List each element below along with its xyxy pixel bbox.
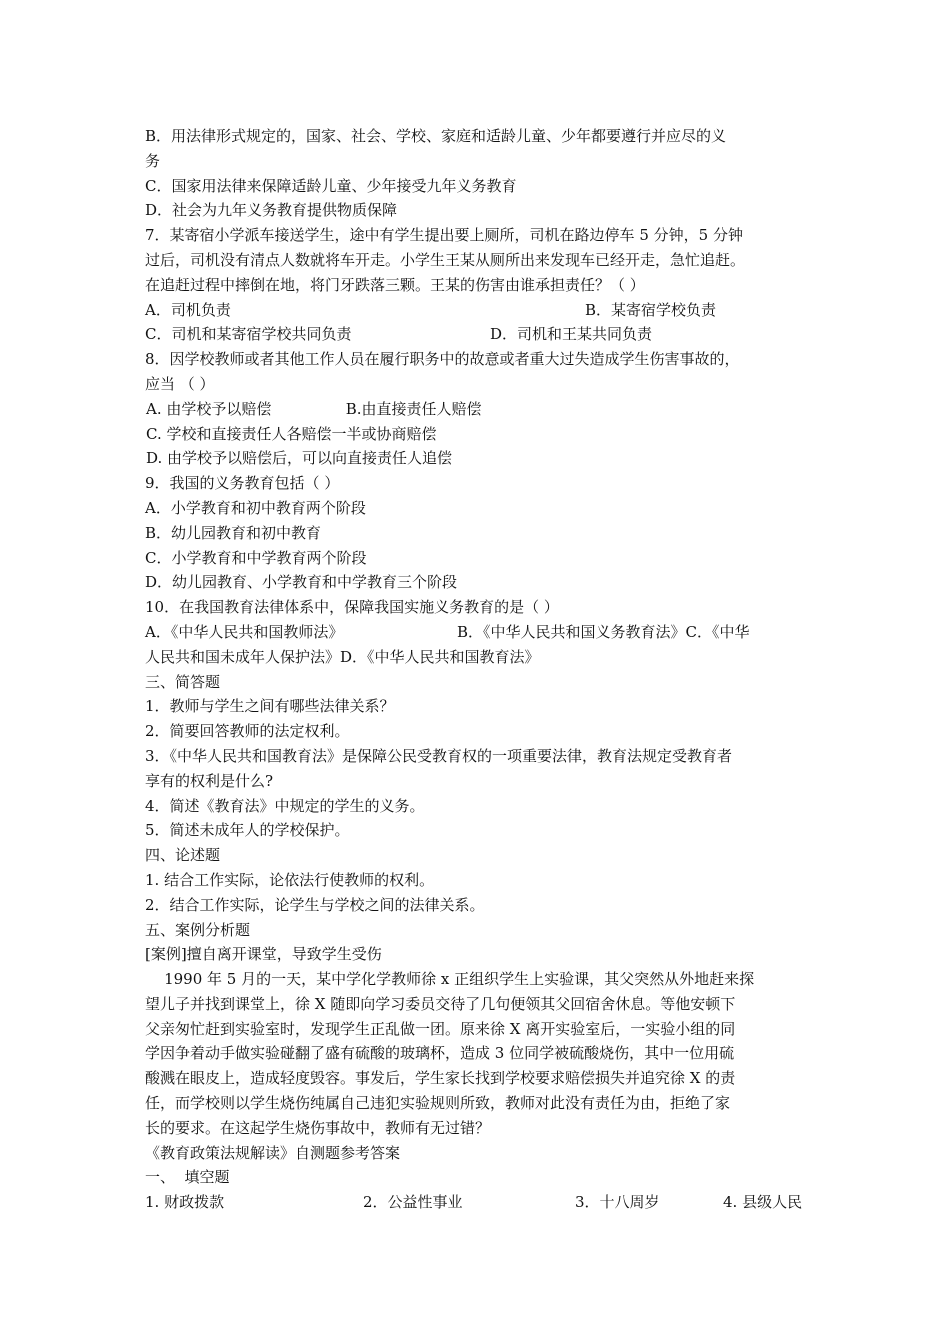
q6-option-d: D．社会为九年义务教育提供物质保障: [145, 201, 398, 220]
section-3-item-3-line1: 3．《中华人民共和国教育法》是保障公民受教育权的一项重要法律，教育法规定受教育者: [145, 746, 733, 765]
q7-stem-line1: 7．某寄宿小学派车接送学生，途中有学生提出要上厕所，司机在路边停车 5 分钟，5 分钟: [145, 226, 743, 245]
q7-options-cd: [145, 322, 810, 347]
q10-option-b: B．《中华人民共和国义务教育法》C．《中华: [457, 622, 750, 641]
q10-stem: 10．在我国教育法律体系中，保障我国实施义务教育的是（ ）: [145, 598, 559, 617]
section-3-item-5: 5．简述未成年人的学校保护。: [145, 821, 350, 840]
answer-1: 1. 财政拨款: [145, 1193, 225, 1212]
case-title: [案例]擅自离开课堂，导致学生受伤: [145, 945, 382, 964]
case-text-line5: 酸溅在眼皮上，造成轻度毁容。事发后，学生家长找到学校要求赔偿损失并追究徐 X 的责: [145, 1069, 736, 1088]
q10-option-a: A．《中华人民共和国教师法》: [145, 622, 344, 641]
q8-options-ab: [145, 397, 810, 422]
section-3-item-3-line2: 享有的权利是什么?: [145, 771, 274, 790]
q6-option-c: C．国家用法律来保障适龄儿童、少年接受九年义务教育: [145, 176, 517, 195]
q7-option-b: B．某寄宿学校负责: [585, 300, 717, 319]
answer-4: 4. 县级人民: [723, 1193, 803, 1212]
section-3-item-4: 4．简述《教育法》中规定的学生的义务。: [145, 796, 425, 815]
q6-option-b-line2: 务: [145, 151, 161, 170]
section-5-heading: 五、案例分析题: [145, 920, 251, 939]
q10-options-line2: 人民共和国未成年人保护法》D．《中华人民共和国教育法》: [145, 647, 540, 666]
section-4-item-1: 1. 结合工作实际，论依法行使教师的权利。: [145, 870, 435, 889]
section-4-heading: 四、论述题: [145, 846, 221, 865]
answers-row: [145, 1190, 810, 1215]
q9-option-d: D．幼儿园教育、小学教育和中学教育三个阶段: [145, 573, 458, 592]
case-text-line4: 学因争着动手做实验碰翻了盛有硫酸的玻璃杯，造成 3 位同学被硫酸烧伤，其中一位用硫: [145, 1044, 735, 1063]
q8-option-d: D. 由学校予以赔偿后，可以向直接责任人追偿: [146, 449, 453, 468]
q7-option-c: C．司机和某寄宿学校共同负责: [145, 325, 352, 344]
document-body: [145, 124, 810, 1215]
answers-title: 《教育政策法规解读》自测题参考答案: [145, 1143, 401, 1162]
case-text-line6: 任，而学校则以学生烧伤纯属自己违犯实验规则所致，教师对此没有责任为由，拒绝了家: [145, 1094, 731, 1113]
q7-stem-line3: 在追赶过程中摔倒在地，将门牙跌落三颗。王某的伤害由谁承担责任？（ ）: [145, 275, 645, 294]
section-3-item-1: 1．教师与学生之间有哪些法律关系？: [145, 697, 395, 716]
section-3-heading: 三、简答题: [145, 672, 221, 691]
case-text-line7: 长的要求。在这起学生烧伤事故中，教师有无过错？: [145, 1118, 491, 1137]
q9-stem: 9．我国的义务教育包括（ ）: [145, 474, 340, 493]
section-4-item-2: 2．结合工作实际，论学生与学校之间的法律关系。: [145, 895, 485, 914]
q10-options-line1: [145, 620, 810, 645]
section-3-item-2: 2．简要回答教师的法定权利。: [145, 722, 350, 741]
case-text-line1: 1990 年 5 月的一天，某中学化学教师徐 x 正组织学生上实验课，其父突然从外地赶来探: [145, 970, 755, 989]
q7-stem-line2: 过后，司机没有清点人数就将车开走。小学生王某从厕所出来发现车已经开走，急忙追赶。: [145, 250, 746, 269]
q9-option-c: C．小学教育和中学教育两个阶段: [145, 548, 367, 567]
q8-option-a: A. 由学校予以赔偿: [146, 399, 272, 418]
q7-option-a: A．司机负责: [145, 300, 231, 319]
answer-2: 2．公益性事业: [363, 1193, 463, 1212]
answers-heading: 一、 填空题: [145, 1168, 230, 1187]
q6-option-b-line1: B．用法律形式规定的，国家、社会、学校、家庭和适龄儿童、少年都要遵行并应尽的义: [145, 127, 727, 145]
case-text-line2: 望儿子并找到课堂上，徐 X 随即向学习委员交待了几句便领其父回宿舍休息。等他安顿下: [145, 994, 736, 1013]
q8-option-b: B.由直接责任人赔偿: [345, 399, 482, 418]
q8-stem-line2: 应当 （ ）: [145, 374, 215, 393]
q9-option-b: B．幼儿园教育和初中教育: [145, 523, 322, 542]
q8-stem-line1: 8．因学校教师或者其他工作人员在履行职务中的故意或者重大过失造成学生伤害事故的，: [145, 350, 740, 369]
q7-option-d: D．司机和王某共同负责: [490, 325, 653, 344]
answer-3: 3．十八周岁: [575, 1193, 660, 1212]
q8-option-c: C. 学校和直接责任人各赔偿一半或协商赔偿: [146, 424, 437, 443]
q7-options-ab: [145, 298, 810, 323]
q9-option-a: A．小学教育和初中教育两个阶段: [145, 498, 366, 517]
case-text-line3: 父亲匆忙赶到实验室时，发现学生正乱做一团。原来徐 X 离开实验室后，一实验小组的同: [145, 1019, 736, 1038]
